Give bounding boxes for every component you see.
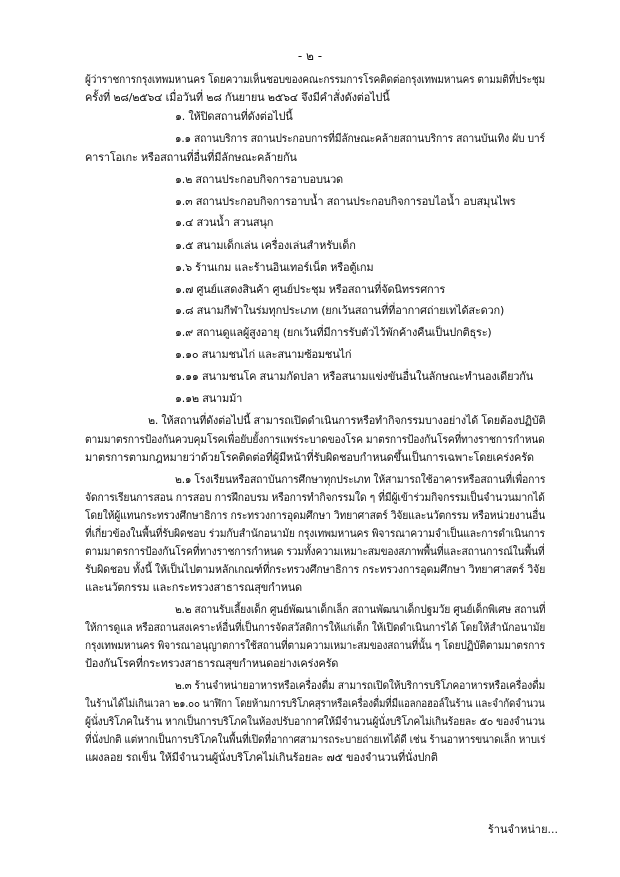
list-item: ๑.๔ สวนน้ำ สวนสนุก: [175, 216, 274, 229]
body-line: ให้การดูแล หรือสถานสงเคราะห์อื่นที่เป็นการจัดสวัสดิการให้แก่เด็ก ให้เปิดดำเนินการได้ โดยให้สำนักอนามัย: [85, 621, 546, 634]
body-line: คาราโอเกะ หรือสถานที่อื่นที่มีลักษณะคล้ายกัน: [85, 151, 297, 164]
continuation-note: ร้านจำหน่าย...: [487, 823, 558, 836]
list-item: ๑.๑๐ สนามชนไก่ และสนามซ้อมชนไก่: [175, 348, 352, 361]
body-line: จัดการเรียนการสอน การสอบ การฝึกอบรม หรือการทำกิจกรรมใด ๆ ที่มีผู้เข้าร่วมกิจกรรมเป็นจำนวนมากได้: [85, 491, 545, 504]
list-item: ๑.๙ สถานดูแลผู้สูงอายุ (ยกเว้นที่มีการรับตัวไว้พักค้างคืนเป็นปกติธุระ): [175, 326, 492, 339]
body-line: กรุงเทพมหานคร พิจารณาอนุญาตการใช้สถานที่ตามความเหมาะสมของสถานที่นั้น ๆ โดยปฏิบัติตามมาตรการ: [85, 639, 545, 652]
list-item: ๑.๘ สนามกีฬาในร่มทุกประเภท (ยกเว้นสถานที่ที่อากาศถ่ายเทได้สะดวก): [175, 304, 505, 317]
section-heading: ๒. ให้สถานที่ดังต่อไปนี้ สามารถเปิดดำเนินการหรือทำกิจกรรมบางอย่างได้ โดยต้องปฏิบัติ: [148, 414, 546, 427]
list-item: ๑.๗ ศูนย์แสดงสินค้า ศูนย์ประชุม หรือสถานที่จัดนิทรรศการ: [175, 283, 446, 296]
body-line: ในร้านได้ไม่เกินเวลา ๒๑.๐๐ นาฬิกา โดยห้ามการบริโภคสุราหรือเครื่องดื่มที่มีแอลกอฮอล์ในร้าน และจำกัดจำนวน: [85, 697, 545, 710]
list-item: ๒.๑ โรงเรียนหรือสถาบันการศึกษาทุกประเภท ให้สามารถใช้อาคารหรือสถานที่เพื่อการ: [175, 473, 546, 486]
list-item: ๑.๑๒ สนามม้า: [175, 392, 243, 405]
body-line: โดยให้ผู้แทนกระทรวงศึกษาธิการ กระทรวงการอุดมศึกษา วิทยาศาสตร์ วิจัยและนวัตกรรม หรือหน่วยงานอื่น: [85, 509, 546, 522]
body-line: ป้องกันโรคที่กระทรวงสาธารณสุขกำหนดอย่างเคร่งครัด: [85, 657, 339, 670]
body-line: และนวัตกรรม และกระทรวงสาธารณสุขกำหนด: [85, 581, 303, 594]
list-item: ๒.๒ สถานรับเลี้ยงเด็ก ศูนย์พัฒนาเด็กเล็ก สถานพัฒนาเด็กปฐมวัย ศูนย์เด็กพิเศษ สถานที่: [175, 603, 546, 616]
body-line: รับผิดชอบ ทั้งนี้ ให้เป็นไปตามหลักเกณฑ์ที่กระทรวงศึกษาธิการ กระทรวงการอุดมศึกษา วิทยาศาสตร์ วิจัย: [85, 563, 546, 576]
list-item: ๒.๓ ร้านจำหน่ายอาหารหรือเครื่องดื่ม สามารถเปิดให้บริการบริโภคอาหารหรือเครื่องดื่ม: [175, 679, 546, 692]
body-line: ที่เกี่ยวข้องในพื้นที่รับผิดชอบ ร่วมกับสำนักอนามัย กรุงเทพมหานคร พิจารณาความจำเป็นและการดำเนินการ: [85, 527, 545, 540]
list-item: ๑.๑๑ สนามชนโค สนามกัดปลา หรือสนามแข่งขันอื่นในลักษณะทำนองเดียวกัน: [175, 370, 534, 383]
body-line: ผู้นั่งบริโภคในร้าน หากเป็นการบริโภคในห้องปรับอากาศให้มีจำนวนผู้นั่งบริโภคไม่เกินร้อยละ ๕๐ ของจำนวน: [85, 715, 545, 728]
page-number: - ๒ -: [297, 49, 323, 63]
body-line: ครั้งที่ ๒๘/๒๕๖๔ เมื่อวันที่ ๒๘ กันยายน ๒๕๖๔ จึงมีคำสั่งดังต่อไปนี้: [85, 91, 390, 104]
body-line: แผงลอย รถเข็น ให้มีจำนวนผู้นั่งบริโภคไม่เกินร้อยละ ๗๕ ของจำนวนที่นั่งปกติ: [85, 751, 438, 764]
body-line: มาตรการตามกฎหมายว่าด้วยโรคติดต่อที่ผู้มีหน้าที่รับผิดชอบกำหนดขึ้นเป็นการเฉพาะโดยเคร่งครัด: [85, 451, 534, 464]
list-item: ๑.๒ สถานประกอบกิจการอาบอบนวด: [175, 173, 343, 186]
body-line: ผู้ว่าราชการกรุงเทพมหานคร โดยความเห็นชอบของคณะกรรมการโรคติดต่อกรุงเทพมหานคร ตามมติที่ประชุม: [85, 73, 546, 86]
list-item: ๑.๓ สถานประกอบกิจการอาบน้ำ สถานประกอบกิจการอบไอน้ำ อบสมุนไพร: [175, 195, 516, 208]
list-item: ๑.๕ สนามเด็กเล่น เครื่องเล่นสำหรับเด็ก: [175, 239, 356, 252]
section-heading: ๑. ให้ปิดสถานที่ดังต่อไปนี้: [175, 110, 293, 123]
list-item: ๑.๖ ร้านเกม และร้านอินเทอร์เน็ต หรือตู้เกม: [175, 261, 374, 274]
body-line: ที่นั่งปกติ แต่หากเป็นการบริโภคในพื้นที่เปิดที่อากาศสามารถระบายถ่ายเทได้ดี เช่น ร้านอาหารขนาดเล็ก หาบเร่: [85, 733, 546, 746]
list-item: ๑.๑ สถานบริการ สถานประกอบการที่มีลักษณะคล้ายสถานบริการ สถานบันเทิง ผับ บาร์: [175, 132, 545, 145]
body-line: ตามมาตรการป้องกันโรคที่ทางราชการกำหนด รวมทั้งความเหมาะสมของสภาพพื้นที่และสถานการณ์ในพื้นที่: [85, 545, 545, 558]
body-line: ตามมาตรการป้องกันควบคุมโรคเพื่อยับยั้งการแพร่ระบาดของโรค มาตรการป้องกันโรคที่ทางราชการกำหนด: [85, 433, 545, 446]
